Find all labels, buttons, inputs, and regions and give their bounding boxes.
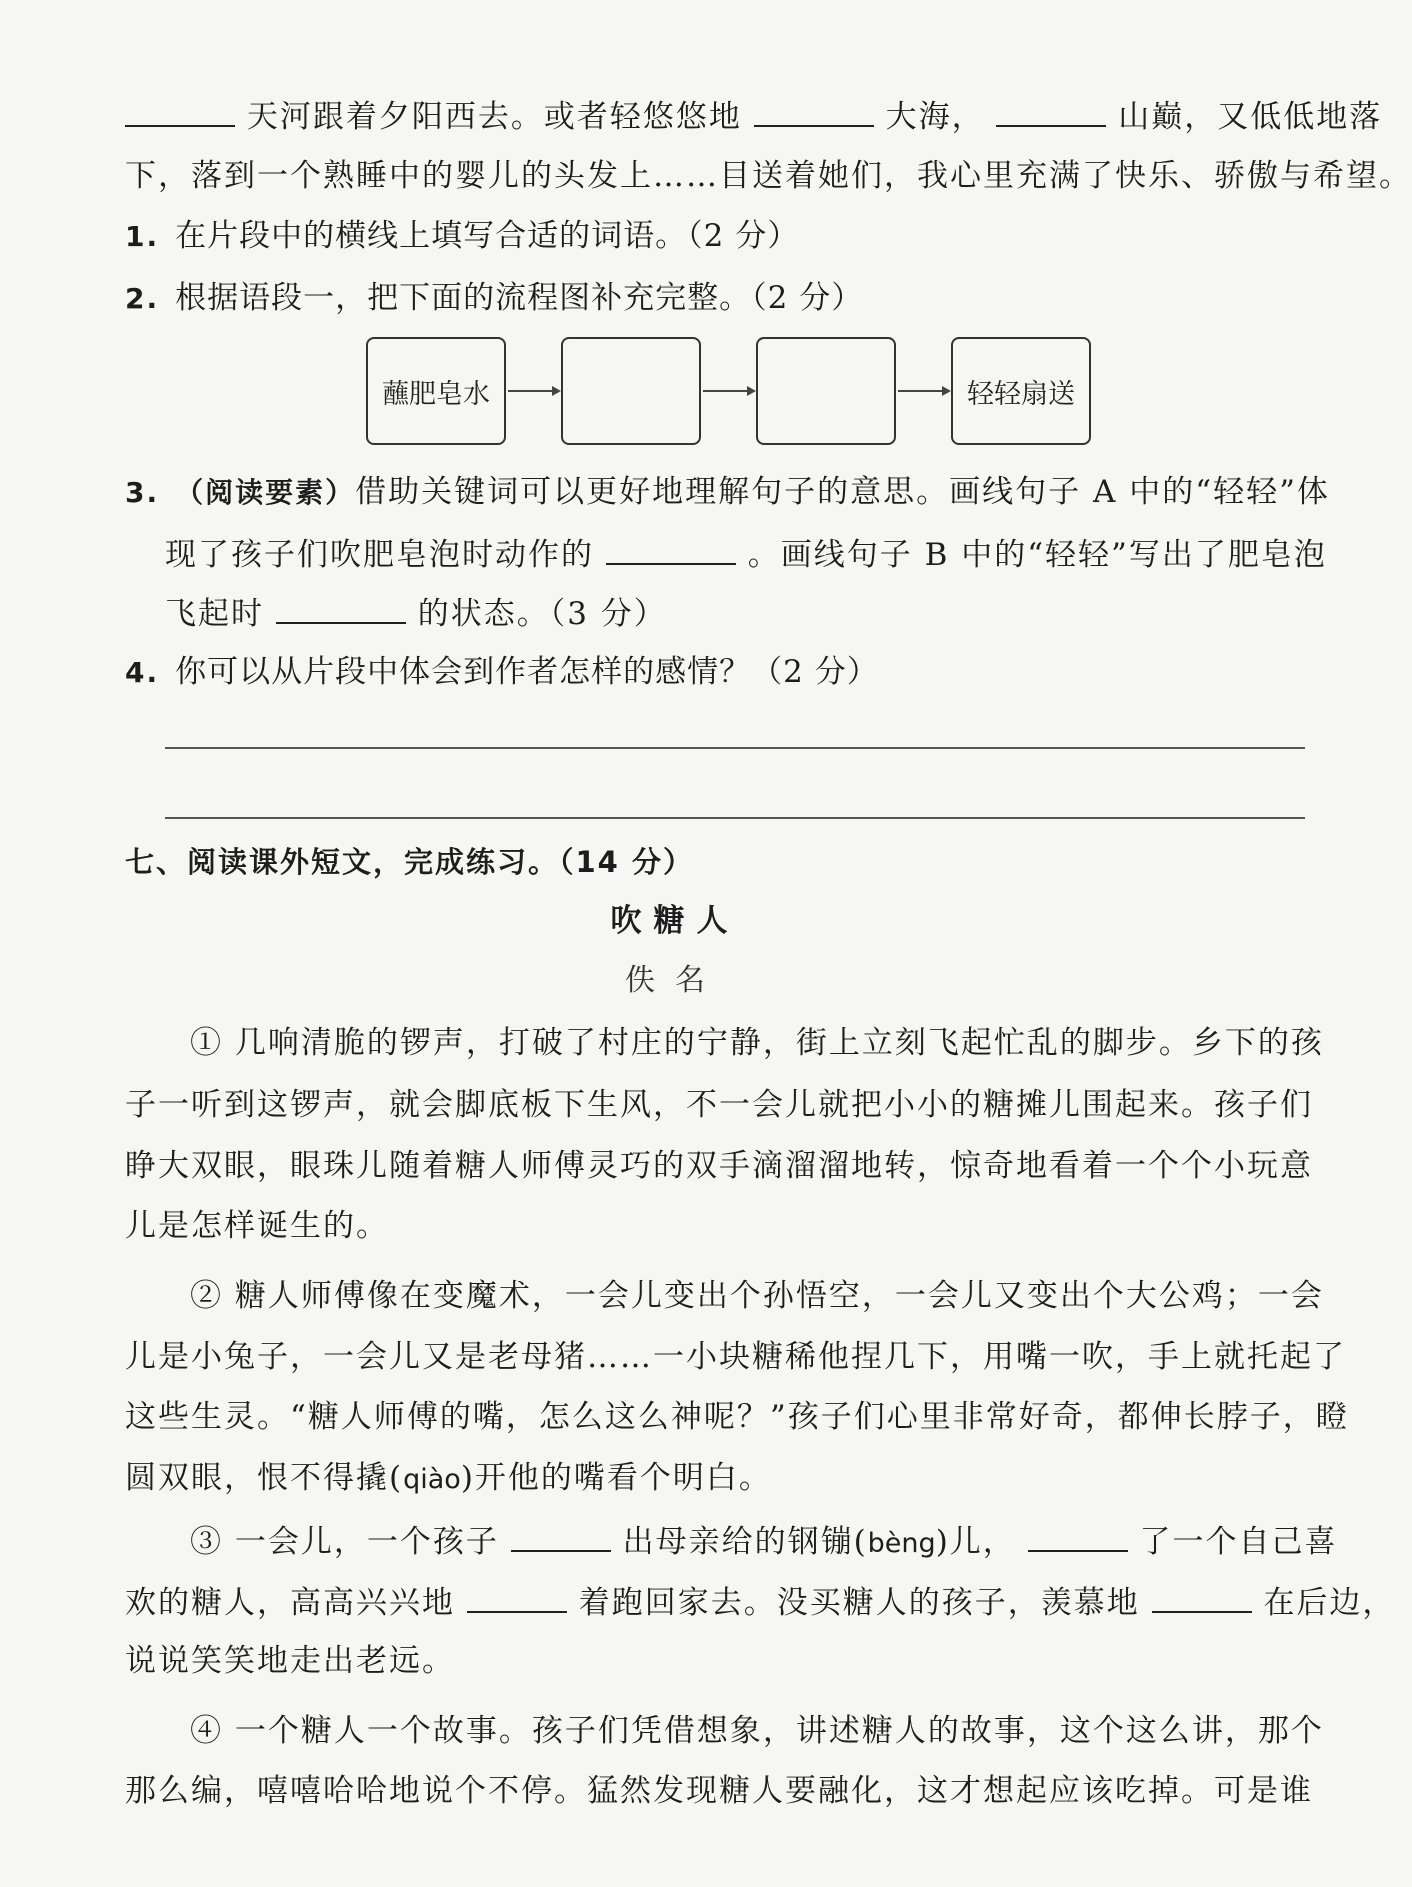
story-text: 出母亲给的钢镚( [622,1524,868,1560]
answer-line[interactable] [165,747,1305,749]
story-p3-line-2 [125,1581,1396,1623]
question-text: 在片段中的横线上填写合适的词语。（2 分） [175,218,800,254]
flowchart-box-3-blank[interactable] [756,337,896,445]
story-text: 着跑回家去。没买糖人的孩子，羡慕地 [578,1585,1140,1621]
fill-blank[interactable] [511,1520,611,1552]
question-text: 借助关键词可以更好地理解句子的意思。画线句子 A 中的“轻轻”体 [355,474,1330,510]
question-text: 飞起时 [165,596,264,632]
section-title: 七、阅读课外短文，完成练习。（14 分） [125,845,694,879]
pinyin-annotation: bèng [867,1528,936,1559]
question-text: 根据语段一，把下面的流程图补充完整。（2 分） [175,280,864,316]
story-p4-line-1: ④ 一个糖人一个故事。孩子们凭借想象，讲述糖人的故事，这个这么讲，那个 [190,1713,1324,1749]
flowchart-box-1: 蘸肥皂水 [366,337,506,445]
flowchart-box-4: 轻轻扇送 [951,337,1091,445]
story-p1-line-2: 子一听到这锣声，就会脚底板下生风，不一会儿就把小小的糖摊儿围起来。孩子们 [125,1087,1313,1123]
arrow-right-icon [508,385,561,397]
fill-blank[interactable] [1028,1520,1128,1552]
fill-blank[interactable] [1152,1581,1252,1613]
story-text: )儿， [935,1524,1016,1560]
story-p1-line-4: 儿是怎样诞生的。 [125,1208,389,1244]
fragment-text: 大海， [885,99,985,135]
fragment-text: 天河跟着夕阳西去。或者轻悠悠地 [246,99,742,135]
question-3-line-1 [125,472,1330,513]
question-number: 2. [125,282,160,315]
question-3-line-2 [165,533,1345,575]
story-p2-line-2: 儿是小兔子，一会儿又是老母猪……一小块糖稀他捏几下，用嘴一吹，手上就托起了 [125,1339,1346,1375]
fill-blank[interactable] [754,95,874,127]
fill-blank[interactable] [996,95,1106,127]
story-text: )开他的嘴看个明白。 [460,1460,772,1496]
story-text: 圆双眼，恨不得撬( [125,1460,404,1496]
flowchart-box-2-blank[interactable] [561,337,701,445]
question-1 [125,216,1305,257]
fragment-line-1 [125,95,1383,137]
question-text: 你可以从片段中体会到作者怎样的感情？（2 分） [175,654,879,690]
pinyin-annotation: qiào [403,1464,461,1495]
question-2 [125,278,1305,319]
fragment-text: 下，落到一个熟睡中的婴儿的头发上……目送着她们，我心里充满了快乐、骄傲与希望。 [125,158,1412,194]
fragment-line-2 [125,156,1412,196]
question-text: 现了孩子们吹肥皂泡时动作的 [165,537,594,573]
story-p2-line-3: 这些生灵。“糖人师傅的嘴，怎么这么神呢？”孩子们心里非常好奇，都伸长脖子，瞪 [125,1399,1349,1435]
question-number: 1. [125,220,160,253]
story-text: 了一个自己喜 [1139,1524,1338,1560]
fill-blank[interactable] [276,592,406,624]
story-p2-line-1: ② 糖人师傅像在变魔术，一会儿变出个孙悟空，一会儿又变出个大公鸡；一会 [190,1278,1324,1314]
story-p4-line-2: 那么编，嘻嘻哈哈地说个不停。猛然发现糖人要融化，这才想起应该吃掉。可是谁 [125,1773,1313,1809]
question-number: 4. [125,656,160,689]
story-p3-line-3: 说说笑笑地走出老远。 [125,1643,455,1679]
story-text: 欢的糖人，高高兴兴地 [125,1585,455,1621]
question-number: 3. [125,476,160,509]
story-p1-line-3: 睁大双眼，眼珠儿随着糖人师傅灵巧的双手滴溜溜地转，惊奇地看着一个个小玩意 [125,1148,1313,1184]
fill-blank[interactable] [125,95,235,127]
fill-blank[interactable] [606,533,736,565]
question-4 [125,652,1305,693]
question-text: 。画线句子 B 中的“轻轻”写出了肥皂泡 [747,537,1327,573]
arrow-right-icon [703,385,756,397]
story-p2-line-4 [125,1458,1305,1500]
story-p3-line-1 [190,1520,1370,1564]
story-text: 在后边， [1263,1585,1396,1621]
story-p1-line-1: ① 几响清脆的锣声，打破了村庄的宁静，街上立刻飞起忙乱的脚步。乡下的孩 [190,1025,1324,1061]
answer-line[interactable] [165,817,1305,819]
question-text: 的状态。（3 分） [417,596,667,632]
arrow-right-icon [898,385,951,397]
fill-blank[interactable] [467,1581,567,1613]
story-author: 佚名 [625,963,725,998]
story-title: 吹糖人 [610,903,740,939]
section-7-heading [125,842,1305,882]
fragment-text: 山巅，又低低地落 [1118,99,1383,135]
story-text: ③ 一会儿，一个孩子 [190,1524,499,1560]
question-3-line-3 [165,592,1345,634]
reading-element-tag: （阅读要素） [175,476,356,509]
